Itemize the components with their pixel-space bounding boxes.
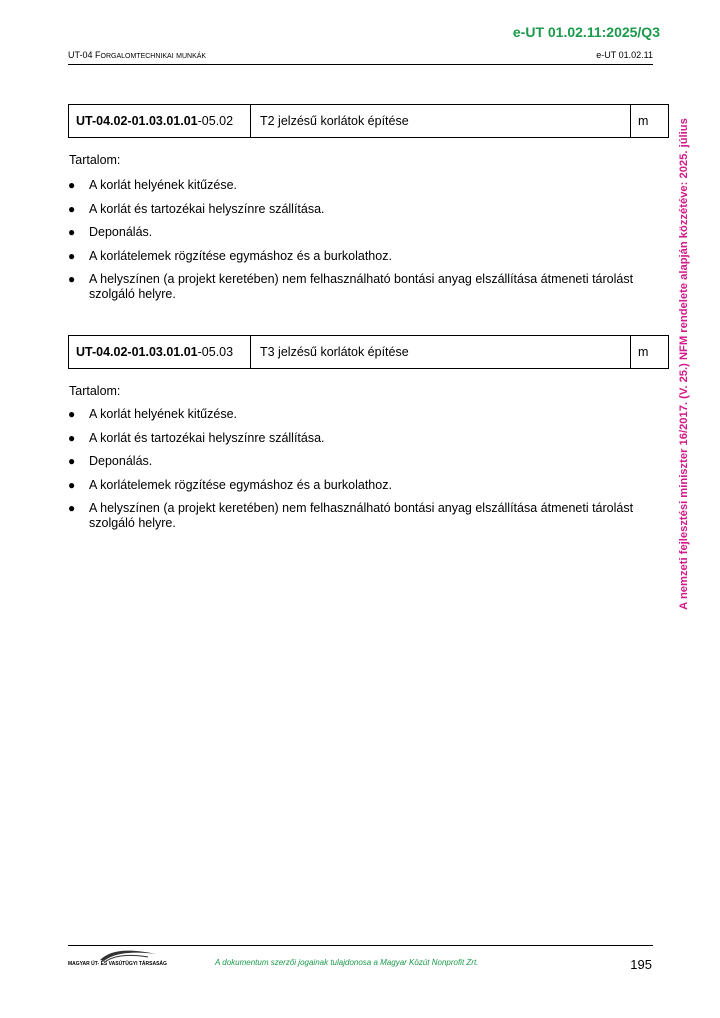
list-item-text: A helyszínen (a projekt keretében) nem felhasználható bontási anyag elszállítása átmeneti tárolást szolgáló helyre. (89, 501, 634, 530)
bullet-icon: ● (68, 407, 76, 421)
publication-side-note (675, 96, 693, 632)
item-code-suffix: -05.03 (197, 345, 234, 359)
list-item-text: A korlátelemek rögzítése egymáshoz és a burkolathoz. (89, 477, 392, 492)
item-header-table (68, 104, 669, 138)
list-item-text: A helyszínen (a projekt keretében) nem felhasználható bontási anyag elszállítása átmeneti tárolást szolgáló helyre. (89, 272, 634, 301)
item-code-suffix: -05.02 (197, 114, 234, 128)
list-item-text: A korlátelemek rögzítése egymáshoz és a burkolathoz. (89, 248, 392, 263)
list-item (68, 407, 648, 422)
item-title: T3 jelzésű korlátok építése (251, 336, 631, 368)
running-header-right: e-UT 01.02.11 (596, 50, 653, 60)
item-unit: m (638, 114, 649, 128)
document-code: e-UT 01.02.11:2025/Q3 (512, 24, 660, 40)
page-number: 195 (630, 957, 652, 972)
header-section-smallcaps-1: ORGALOMTECHNIKAI (100, 53, 174, 60)
list-item-text: A korlát helyének kitűzése. (89, 407, 237, 421)
content-bullet-list (68, 178, 648, 311)
publication-side-note-text: A nemzeti fejlesztési miniszter 16/2017. (V. 25.) NFM rendelete alapján közzétéve: 2025. július (678, 118, 690, 610)
item-code (69, 336, 251, 368)
item-unit: m (638, 345, 649, 359)
running-header (68, 50, 653, 65)
bullet-icon: ● (68, 501, 76, 515)
header-section-smallcaps-2: MUNKÁK (176, 53, 207, 60)
item-code (69, 105, 251, 137)
item-code-bold: UT-04.02-01.03.01.01 (76, 114, 198, 128)
bullet-icon: ● (68, 225, 76, 239)
copyright-notice: A dokumentum szerzői jogainak tulajdonosa a Magyar Közút Nonprofit Zrt. (215, 958, 479, 967)
list-item (68, 501, 648, 531)
footer-divider (68, 945, 653, 946)
running-header-left (68, 50, 206, 62)
bullet-icon: ● (68, 430, 76, 445)
bullet-icon: ● (68, 477, 76, 492)
list-item (68, 454, 648, 469)
header-section-prefix: UT-04 F (68, 50, 101, 60)
item-code-bold: UT-04.02-01.03.01.01 (76, 345, 198, 359)
list-item-text: A korlát és tartozékai helyszínre szállítása. (89, 430, 325, 445)
content-bullet-list (68, 407, 648, 540)
bullet-icon: ● (68, 201, 76, 216)
society-logo (68, 948, 167, 970)
list-item (68, 225, 648, 240)
list-item-text: Deponálás. (89, 454, 153, 468)
bullet-icon: ● (68, 272, 76, 286)
list-item (68, 478, 648, 493)
list-item (68, 431, 648, 446)
item-title: T2 jelzésű korlátok építése (251, 105, 631, 137)
road-swoosh-icon (98, 948, 158, 962)
content-label: Tartalom: (69, 384, 121, 398)
item-header-table (68, 335, 669, 369)
list-item (68, 202, 648, 217)
list-item-text: Deponálás. (89, 225, 153, 239)
list-item (68, 272, 648, 302)
bullet-icon: ● (68, 248, 76, 263)
bullet-icon: ● (68, 454, 76, 468)
bullet-icon: ● (68, 178, 76, 192)
list-item (68, 178, 648, 193)
list-item-text: A korlát és tartozékai helyszínre szállítása. (89, 201, 325, 216)
content-label: Tartalom: (69, 153, 121, 167)
list-item (68, 249, 648, 264)
list-item-text: A korlát helyének kitűzése. (89, 178, 237, 192)
society-logo-text: MAGYAR ÚT- ÉS VASÚTÜGYI TÁRSASÁG (68, 961, 167, 967)
